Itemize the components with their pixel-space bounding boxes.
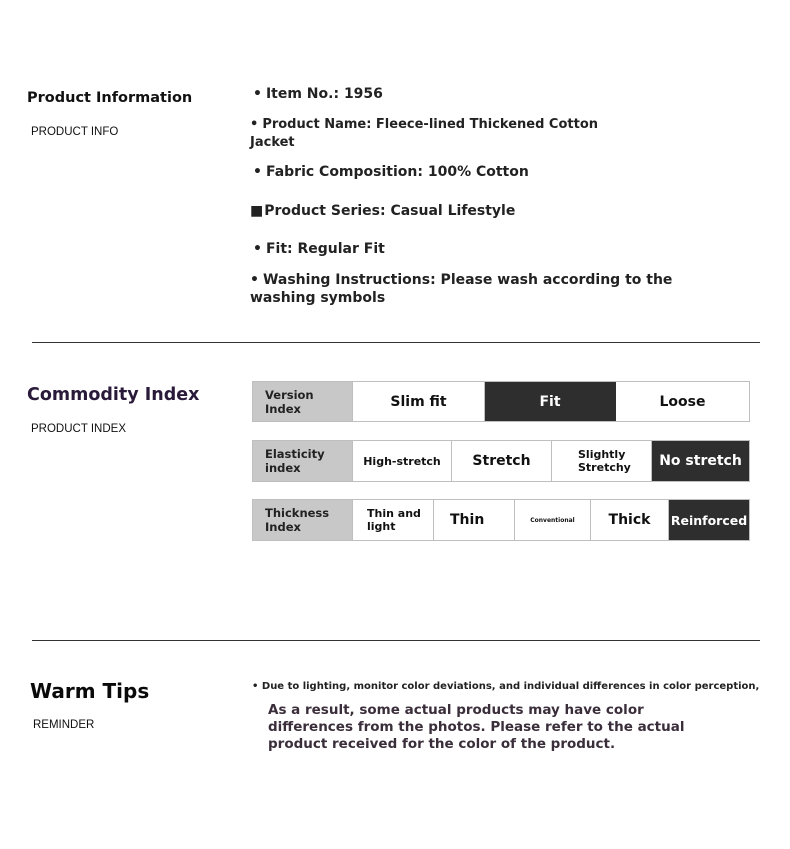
version-option-loose: Loose xyxy=(659,393,706,410)
section-divider xyxy=(32,342,760,343)
elasticity-index-row xyxy=(252,440,750,482)
version-option-fit: Fit xyxy=(485,382,616,421)
item-number: • Item No.: 1956 xyxy=(253,86,383,102)
thickness-index-label: Thickness Index xyxy=(253,500,353,540)
bullet-icon: • xyxy=(253,164,262,180)
product-info-subtitle: PRODUCT INFO xyxy=(31,126,119,138)
warm-tips-subtitle: REMINDER xyxy=(33,719,95,731)
washing-instructions: • Washing Instructions: Please wash according to the washing symbols xyxy=(250,272,673,306)
bullet-icon: • xyxy=(252,681,259,692)
product-series: ■Product Series: Casual Lifestyle xyxy=(250,203,516,219)
bullet-icon: • xyxy=(253,241,262,257)
thickness-option-thick: Thick xyxy=(591,500,669,540)
bullet-icon: • xyxy=(253,86,262,102)
elasticity-option-slightly-stretchy: Slightly Stretchy xyxy=(552,441,652,481)
warm-tips-body: As a result, some actual products may have color differences from the photos. Please refer to the actual product received for the color of the product. xyxy=(268,702,685,752)
version-index-row xyxy=(252,381,750,422)
square-bullet-icon: ■ xyxy=(250,203,264,219)
thickness-index-row xyxy=(252,499,750,541)
commodity-index-subtitle: PRODUCT INDEX xyxy=(31,423,126,435)
elasticity-option-high-stretch: High-stretch xyxy=(353,441,452,481)
bullet-icon: • xyxy=(250,117,259,132)
thickness-option-thin-and-light: Thin and light xyxy=(353,500,434,540)
section-divider xyxy=(32,640,760,641)
elasticity-option-stretch: Stretch xyxy=(452,441,552,481)
warm-tips-intro-line: • Due to lighting, monitor color deviations, and individual differences in color perception, xyxy=(252,681,760,692)
thickness-option-thin: Thin xyxy=(434,500,515,540)
elasticity-option-no-stretch: No stretch xyxy=(652,441,749,481)
elasticity-index-label: Elasticity index xyxy=(253,441,353,481)
bullet-icon: • xyxy=(250,272,259,288)
product-info-title: Product Information xyxy=(27,90,193,106)
fabric-composition: • Fabric Composition: 100% Cotton xyxy=(253,164,529,180)
version-option-slim-fit: Slim fit xyxy=(353,382,485,421)
fit-info: • Fit: Regular Fit xyxy=(253,241,385,257)
thickness-option-reinforced: Reinforced xyxy=(669,500,749,540)
warm-tips-title: Warm Tips xyxy=(30,679,150,703)
commodity-index-title: Commodity Index xyxy=(27,385,200,405)
product-name: • Product Name: Fleece-lined Thickened Cotton Jacket xyxy=(250,117,599,150)
thickness-option-conventional: Conventional xyxy=(515,500,591,540)
version-index-label: Version Index xyxy=(253,382,353,421)
